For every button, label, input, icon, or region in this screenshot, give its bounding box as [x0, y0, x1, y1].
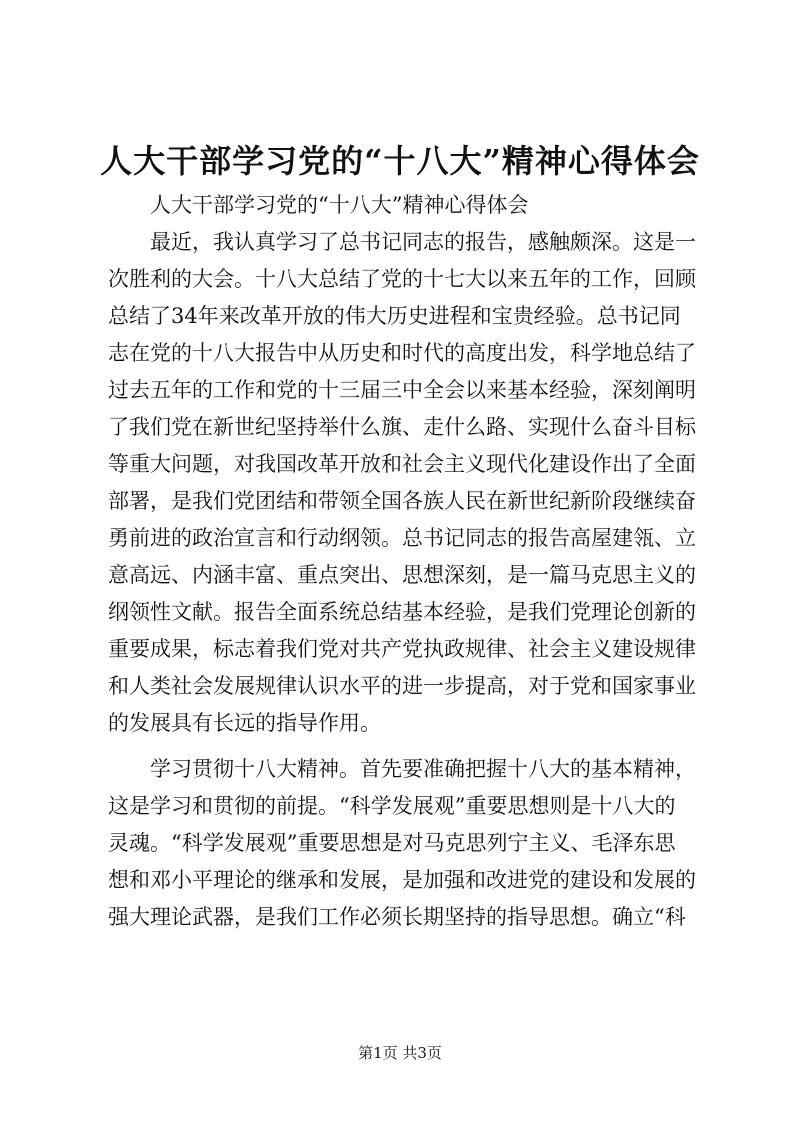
paragraph-1 — [108, 224, 700, 742]
text-line: 最近，我认真学习了总书记同志的报告，感触颇深。这是一 — [108, 230, 696, 254]
text-line: 想和邓小平理论的继承和发展，是加强和改进党的建设和发展的 — [108, 868, 696, 892]
text-line: 部署，是我们党团结和带领全国各族人民在新世纪新阶段继续奋 — [108, 489, 696, 513]
text-line: 过去五年的工作和党的十三届三中全会以来基本经验，深刻阐明 — [108, 378, 696, 402]
text-line: 这是学习和贯彻的前提。“科学发展观”重要思想则是十八大的 — [108, 794, 676, 818]
document-title: 人大干部学习党的“十八大”精神心得体会 — [100, 142, 700, 180]
page-number-footer: 第1页 共3页 — [358, 1044, 442, 1062]
paragraph-2 — [108, 751, 700, 936]
text-line: 等重大问题，对我国改革开放和社会主义现代化建设作出了全面 — [108, 452, 696, 476]
text-line: 次胜利的大会。十八大总结了党的十七大以来五年的工作，回顾 — [108, 267, 696, 291]
text-line: 强大理论武器，是我们工作必须长期坚持的指导思想。确立“科 — [108, 905, 686, 929]
text-line: 总结了34年来改革开放的伟大历史进程和宝贵经验。总书记同 — [108, 304, 681, 328]
text-line: 志在党的十八大报告中从历史和时代的高度出发，科学地总结了 — [108, 341, 696, 365]
text-line: 勇前进的政治宣言和行动纲领。总书记同志的报告高屋建瓴、立 — [108, 526, 696, 550]
text-line: 了我们党在新世纪坚持举什么旗、走什么路、实现什么奋斗目标 — [108, 415, 696, 439]
text-line: 学习贯彻十八大精神。首先要准确把握十八大的基本精神， — [108, 757, 696, 781]
document-subtitle: 人大干部学习党的“十八大”精神心得体会 — [150, 193, 529, 217]
text-line: 灵魂。“科学发展观”重要思想是对马克思列宁主义、毛泽东思 — [108, 831, 676, 855]
text-line: 纲领性文献。报告全面系统总结基本经验，是我们党理论创新的 — [108, 600, 696, 624]
text-line: 和人类社会发展规律认识水平的进一步提高，对于党和国家事业 — [108, 674, 696, 698]
document-body — [108, 187, 700, 936]
text-line: 意高远、内涵丰富、重点突出、思想深刻，是一篇马克思主义的 — [108, 563, 696, 587]
text-line: 重要成果，标志着我们党对共产党执政规律、社会主义建设规律 — [108, 637, 696, 661]
text-line: 的发展具有长远的指导作用。 — [108, 711, 381, 735]
